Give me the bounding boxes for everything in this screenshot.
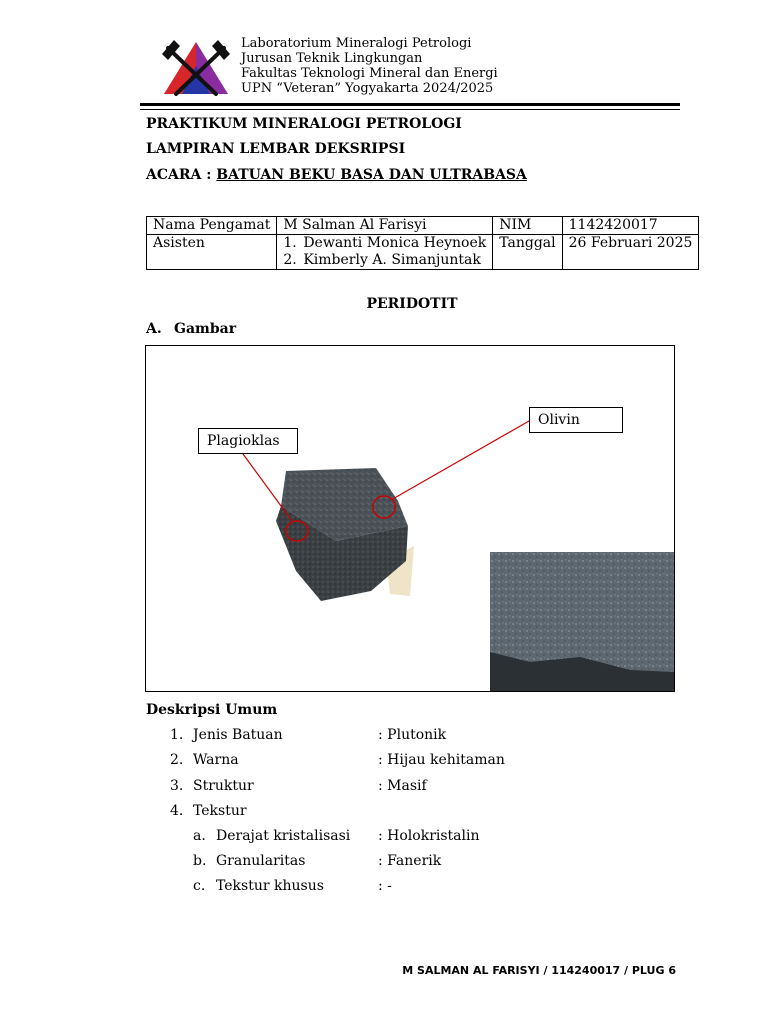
subitem-num: b. [193,853,207,869]
header-rule-thick [140,103,680,106]
asisten-value: 1. Dewanti Monica Heynoek 2. Kimberly A. Simanjuntak [277,235,493,270]
subitem-value-tekstur-khusus: : - [378,878,392,894]
nim-label: NIM [493,217,562,235]
gambar-label: Gambar [174,321,237,337]
subitem-label-derajat: Derajat kristalisasi [216,828,351,844]
nama-value: M Salman Al Farisyi [277,217,493,235]
rock-closeup-photo [490,552,674,692]
section-title: PERIDOTIT [366,296,458,312]
item-label-jenis: Jenis Batuan [193,727,283,743]
callout-plagioklas: Plagioklas [198,428,298,454]
subitem-value-granularitas: : Fanerik [378,853,442,869]
header-line-upn: UPN “Veteran” Yogyakarta 2024/2025 [241,81,494,96]
nim-value: 1142420017 [562,217,699,235]
nama-label: Nama Pengamat [147,217,277,235]
asisten-2: Kimberly A. Simanjuntak [303,252,481,268]
item-label-warna: Warna [193,752,239,768]
page-footer: M SALMAN AL FARISYI / 114240017 / PLUG 6 [402,964,676,977]
item-num: 3. [170,778,184,794]
item-value-warna: : Hijau kehitaman [378,752,505,768]
item-value-jenis: : Plutonik [378,727,447,743]
gambar-heading [146,321,236,337]
info-table [146,216,699,270]
header-rule-thin [140,109,680,110]
subitem-num: a. [193,828,206,844]
item-value-struktur: : Masif [378,778,427,794]
table-row [147,217,699,235]
subitem-value-derajat: : Holokristalin [378,828,480,844]
acara-value: BATUAN BEKU BASA DAN ULTRABASA [216,167,527,183]
header-line-fakultas: Fakultas Teknologi Mineral dan Energi [241,66,498,81]
item-num: 4. [170,803,184,819]
subitem-num: c. [193,878,206,894]
acara-label: ACARA : [146,167,217,183]
title-acara [146,167,527,183]
title-lampiran: LAMPIRAN LEMBAR DEKSRIPSI [146,141,406,157]
item-label-tekstur: Tekstur [193,803,247,819]
asisten-label: Asisten [147,235,277,270]
callout-olivin: Olivin [529,407,623,433]
title-praktikum: PRAKTIKUM MINERALOGI PETROLOGI [146,116,462,132]
rock-image-frame [145,345,675,692]
gambar-num: A. [146,321,162,337]
item-label-struktur: Struktur [193,778,254,794]
header-line-jurusan: Jurusan Teknik Lingkungan [241,51,423,66]
asisten-1: Dewanti Monica Heynoek [303,235,487,251]
item-num: 2. [170,752,184,768]
header-line-lab: Laboratorium Mineralogi Petrologi [241,36,472,51]
item-num: 1. [170,727,184,743]
deskripsi-heading: Deskripsi Umum [146,702,278,718]
subitem-label-granularitas: Granularitas [216,853,306,869]
tanggal-label: Tanggal [493,235,562,270]
subitem-label-tekstur-khusus: Tekstur khusus [216,878,324,894]
table-row [147,235,699,270]
lab-logo [160,36,232,98]
tanggal-value: 26 Februari 2025 [562,235,699,270]
